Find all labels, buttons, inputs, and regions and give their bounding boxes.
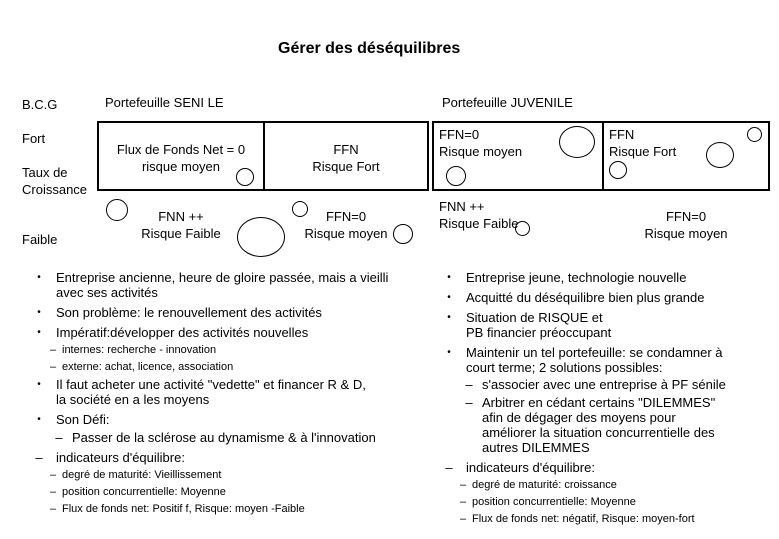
list-item <box>442 290 772 305</box>
list-item <box>32 450 432 516</box>
cell-line: risque moyen <box>141 159 221 174</box>
item-line: Acquitté du déséquilibre bien plus grande <box>466 290 705 305</box>
sub-item-text: position concurrentielle: Moyenne <box>472 496 636 508</box>
list-item <box>32 270 432 300</box>
cell-line: FNN ++ <box>158 209 204 224</box>
item-line: la société en a les moyens <box>56 392 210 407</box>
bullet-marker: • <box>37 272 41 283</box>
bullet-marker: • <box>447 312 451 323</box>
dash-marker: – <box>49 361 57 373</box>
item-line: Son problème: le renouvellement des activités <box>56 305 322 320</box>
bullet-marker: • <box>37 414 41 425</box>
senile-cell-tr-text <box>263 141 429 175</box>
activity-circle <box>446 166 466 186</box>
sub-list-item <box>32 468 432 482</box>
page-title: Gérer des déséquilibres <box>278 40 461 57</box>
juvenile-cell-br-text <box>602 208 770 242</box>
sub-item-text: externe: achat, licence, association <box>62 361 234 373</box>
item-line: Il faut acheter une activité "vedette" et financer R & D, <box>56 377 366 392</box>
dash-marker: – <box>459 496 467 508</box>
sub-item-line: afin de dégager des moyens pour <box>482 410 676 425</box>
bullet-marker: • <box>447 292 451 303</box>
item-line: PB financier préoccupant <box>466 325 612 340</box>
activity-circle <box>747 127 762 142</box>
juvenile-cell-bl-text <box>439 198 519 232</box>
bullet-marker: • <box>37 379 41 390</box>
dash-marker: – <box>465 395 473 410</box>
item-line: Entreprise ancienne, heure de gloire passée, mais a vieilli <box>56 270 389 285</box>
activity-circle <box>237 217 285 257</box>
cell-line: FFN=0 <box>665 209 707 224</box>
dash-marker: – <box>49 469 57 481</box>
activity-circle <box>609 161 627 179</box>
sub-list-item <box>442 495 772 509</box>
sub-list <box>32 343 432 374</box>
sub-item-text: degré de maturité: Vieillissement <box>62 469 222 481</box>
senile-description-list <box>32 270 432 521</box>
sub-list-item <box>32 430 432 445</box>
taux-label-1: Taux de <box>22 165 68 180</box>
bullet-marker: • <box>37 307 41 318</box>
sub-item-text: degré de maturité: croissance <box>472 479 617 491</box>
cell-line: FFN=0 <box>439 127 480 142</box>
list-item <box>442 345 772 455</box>
faible-label: Faible <box>22 232 58 247</box>
cell-line: Risque moyen <box>304 226 388 241</box>
list-item <box>442 270 772 285</box>
dash-marker: – <box>55 430 63 445</box>
activity-circle <box>515 221 530 236</box>
senile-portfolio-title: Portefeuille SENI LE <box>105 95 224 110</box>
item-line: avec ses activités <box>56 285 158 300</box>
sub-list-item <box>32 485 432 499</box>
dash-marker: – <box>465 377 473 392</box>
activity-circle <box>292 201 308 217</box>
activity-circle <box>393 224 413 244</box>
item-line: Situation de RISQUE et <box>466 310 603 325</box>
list-item <box>32 412 432 445</box>
bullet-marker: • <box>37 327 41 338</box>
sub-item-text: s'associer avec une entreprise à PF sénile <box>482 377 726 392</box>
sub-list-item <box>442 478 772 492</box>
dash-marker: – <box>459 479 467 491</box>
sub-list-item <box>32 360 432 374</box>
item-line: court terme; 2 solutions possibles: <box>466 360 663 375</box>
sub-item-line: Arbitrer en cédant certains "DILEMMES" <box>482 395 716 410</box>
item-line: indicateurs d'équilibre: <box>56 450 185 465</box>
item-line: Maintenir un tel portefeuille: se condamner à <box>466 345 723 360</box>
dash-marker: – <box>49 344 57 356</box>
sub-item-text: internes: recherche - innovation <box>62 344 217 356</box>
activity-circle <box>236 168 254 186</box>
sub-list <box>32 430 432 445</box>
cell-line: Flux de Fonds Net = 0 <box>116 142 246 157</box>
cell-line: Risque Fort <box>609 144 677 159</box>
bcg-label: B.C.G <box>22 97 58 112</box>
cell-line: FFN <box>333 142 359 157</box>
sub-list <box>442 377 772 455</box>
dash-marker: – <box>49 503 57 515</box>
activity-circle <box>106 199 128 221</box>
dash-marker: – <box>445 460 453 475</box>
juvenile-description-list <box>442 270 772 531</box>
sub-item-line: améliorer la situation concurrentielle des <box>482 425 715 440</box>
sub-list <box>442 478 772 526</box>
sub-item-text: position concurrentielle: Moyenne <box>62 486 226 498</box>
list-item <box>442 310 772 340</box>
sub-item-text: Flux de fonds net: négatif, Risque: moyen-fort <box>472 513 695 525</box>
sub-list-item <box>32 343 432 357</box>
dash-marker: – <box>35 450 43 465</box>
sub-list-item <box>442 512 772 526</box>
item-line: indicateurs d'équilibre: <box>466 460 595 475</box>
sub-list <box>32 468 432 516</box>
cell-line: FNN ++ <box>439 199 485 214</box>
item-line: Son Défi: <box>56 412 110 427</box>
list-item <box>32 325 432 374</box>
taux-label-2: Croissance <box>22 182 88 197</box>
cell-line: Risque moyen <box>644 226 728 241</box>
item-line: Impératif:développer des activités nouvelles <box>56 325 309 340</box>
fort-label: Fort <box>22 131 46 146</box>
cell-line: Risque Fort <box>312 159 380 174</box>
activity-circle <box>706 142 734 168</box>
bullet-marker: • <box>447 272 451 283</box>
cell-line: FFN <box>609 127 635 142</box>
list-item <box>32 377 432 407</box>
bullet-marker: • <box>447 347 451 358</box>
sub-list-item <box>32 502 432 516</box>
list-item <box>442 460 772 526</box>
activity-circle <box>559 126 595 158</box>
sub-item-line: autres DILEMMES <box>482 440 590 455</box>
cell-line: FFN=0 <box>325 209 367 224</box>
sub-list-item <box>442 395 772 455</box>
item-line: Entreprise jeune, technologie nouvelle <box>466 270 687 285</box>
dash-marker: – <box>459 513 467 525</box>
sub-item-text: Passer de la sclérose au dynamisme & à l'innovation <box>72 430 376 445</box>
cell-line: Risque moyen <box>439 144 523 159</box>
juvenile-cell-tr-text <box>609 126 676 160</box>
dash-marker: – <box>49 486 57 498</box>
juvenile-cell-tl-text <box>439 126 522 160</box>
list-item <box>32 305 432 320</box>
sub-list-item <box>442 377 772 392</box>
cell-line: Risque Faible <box>141 226 221 241</box>
cell-line: Risque Faible <box>439 216 519 231</box>
sub-item-text: Flux de fonds net: Positif f, Risque: moyen -Faible <box>62 503 305 515</box>
juvenile-portfolio-title: Portefeuille JUVENILE <box>442 95 573 110</box>
